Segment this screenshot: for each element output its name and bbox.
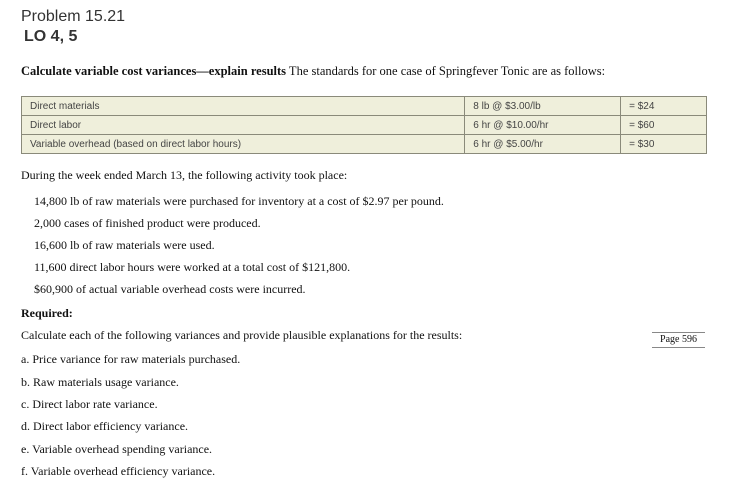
item-text: Raw materials usage variance. <box>33 375 179 389</box>
standard-item: Variable overhead (based on direct labor hours) <box>22 135 465 154</box>
required-heading: Required: <box>21 306 73 320</box>
item-text: Direct labor efficiency variance. <box>33 419 189 433</box>
list-item <box>21 397 158 412</box>
standard-cost: = $30 <box>621 135 707 154</box>
item-letter: c. <box>21 397 30 411</box>
activity-item: $60,900 of actual variable overhead costs were incurred. <box>34 282 306 296</box>
item-letter: e. <box>21 442 30 456</box>
standard-item: Direct labor <box>22 116 465 135</box>
activity-item: 11,600 direct labor hours were worked at a total cost of $121,800. <box>34 260 351 274</box>
standard-item: Direct materials <box>22 97 465 116</box>
item-text: Variable overhead spending variance. <box>32 442 213 456</box>
standard-quantity: 8 lb @ $3.00/lb <box>465 97 621 116</box>
list-item <box>21 442 212 457</box>
intro-heading: Calculate variable cost variances—explain results <box>21 64 287 78</box>
item-text: Variable overhead efficiency variance. <box>30 464 216 478</box>
activity-item: 2,000 cases of finished product were produced. <box>34 216 261 230</box>
list-item <box>21 419 188 434</box>
list-item <box>21 464 215 479</box>
item-letter: f. <box>21 464 28 478</box>
table-row <box>22 97 707 116</box>
item-letter: a. <box>21 352 30 366</box>
activity-item: 16,600 lb of raw materials were used. <box>34 238 215 252</box>
standard-quantity: 6 hr @ $10.00/hr <box>465 116 621 135</box>
problem-intro <box>21 64 605 79</box>
standard-cost: = $24 <box>621 97 707 116</box>
item-text: Direct labor rate variance. <box>32 397 158 411</box>
standard-cost: = $60 <box>621 116 707 135</box>
activity-item: 14,800 lb of raw materials were purchased for inventory at a cost of $2.97 per pound. <box>34 194 444 208</box>
activity-intro: During the week ended March 13, the following activity took place: <box>21 168 348 182</box>
table-row <box>22 135 707 154</box>
list-item <box>21 352 240 367</box>
item-letter: b. <box>21 375 30 389</box>
intro-text: The standards for one case of Springfever Tonic are as follows: <box>286 64 606 78</box>
list-item <box>21 375 179 390</box>
table-row <box>22 116 707 135</box>
page-reference: Page 596 <box>652 332 705 348</box>
problem-title: Problem 15.21 <box>21 8 126 25</box>
item-text: Price variance for raw materials purchased. <box>32 352 241 366</box>
required-instruction: Calculate each of the following variances and provide plausible explanations for the results: <box>21 328 463 342</box>
standard-quantity: 6 hr @ $5.00/hr <box>465 135 621 154</box>
item-letter: d. <box>21 419 30 433</box>
standards-table <box>21 96 707 154</box>
learning-objective: LO 4, 5 <box>24 28 78 45</box>
